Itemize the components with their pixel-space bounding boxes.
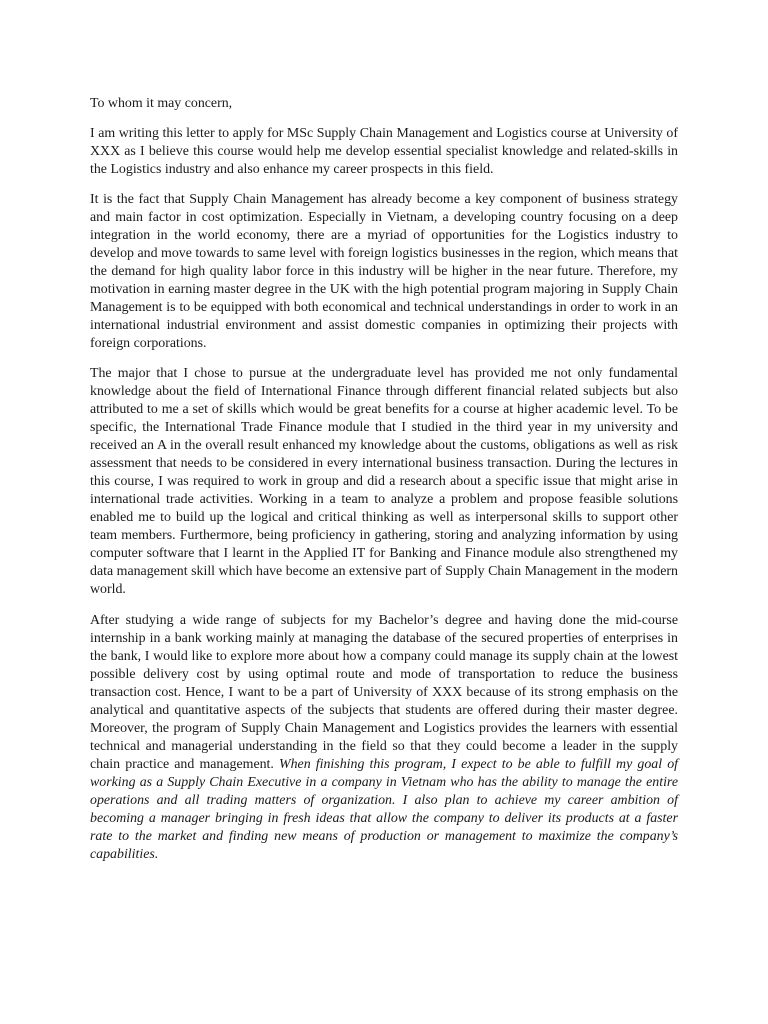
paragraph-motivation: It is the fact that Supply Chain Management has already become a key component of business strategy and main factor in cost optimization. Especially in Vietnam, a developing country focusing on a deep integration in the world economy, there are a myriad of opportunities for the Logistics industry to develop and move towards to same level with foreign logistics businesses in the region, which means that the demand for high quality labor force in this industry will be higher in the near future. Therefore, my motivation in earning master degree in the UK with the high potential program majoring in Supply Chain Management is to be equipped with both economical and technical understandings in order to work in an international industrial environment and assist domestic companies in optimizing their projects with foreign corporations.: [90, 192, 678, 352]
paragraph-goals-regular-text: After studying a wide range of subjects for my Bachelor’s degree and having done the mid-course internship in a bank working mainly at managing the database of the secured properties of enterprises in the bank, I would like to explore more about how a company could manage its supply chain at the lowest possible delivery cost by using optimal route and mode of transportation to reduce the business transaction cost. Hence, I want to be a part of University of XXX because of its strong emphasis on the analytical and quantitative aspects of the subjects that students are offered during their master degree. Moreover, the program of Supply Chain Management and Logistics provides the learners with essential technical and managerial understanding in the field so that they could become a leader in the supply chain practice and management.: [90, 612, 678, 772]
paragraph-undergraduate: The major that I chose to pursue at the undergraduate level has provided me not only fundamental knowledge about the field of International Finance through different financial related subjects but also attributed to me a set of skills which would be great benefits for a course at higher academic level. To be specific, the International Trade Finance module that I studied in the third year in my university and received an A in the overall result enhanced my knowledge about the customs, obligations as well as risk assessment that needs to be considered in every international business transaction. During the lectures in this course, I was required to work in group and did a research about a specific issue that might arise in international trade activities. Working in a team to analyze a problem and propose feasible solutions enabled me to build up the logical and critical thinking as well as interpersonal skills to support other team members. Furthermore, being proficiency in gathering, storing and analyzing information by using computer software that I learnt in the Applied IT for Banking and Finance module also strengthened my data management skill which have become an extensive part of Supply Chain Management in the modern world.: [90, 366, 678, 598]
paragraph-intro: I am writing this letter to apply for MSc Supply Chain Management and Logistics course at University of XXX as I believe this course would help me develop essential specialist knowledge and related-skills in the Logistics industry and also enhance my career prospects in this field.: [90, 126, 678, 177]
paragraph-goals-italic-text: When finishing this program, I expect to be able to fulfill my goal of working as a Supply Chain Executive in a company in Vietnam who has the ability to manage the entire operations and all trading matters of organization. I also plan to achieve my career ambition of becoming a manager bringing in fresh ideas that allow the company to deliver its products at a faster rate to the market and finding new means of production or management to maximize the company’s capabilities.: [90, 756, 678, 862]
salutation: To whom it may concern,: [90, 96, 233, 111]
paragraph-goals: [90, 612, 678, 864]
letter-page: [90, 95, 678, 864]
